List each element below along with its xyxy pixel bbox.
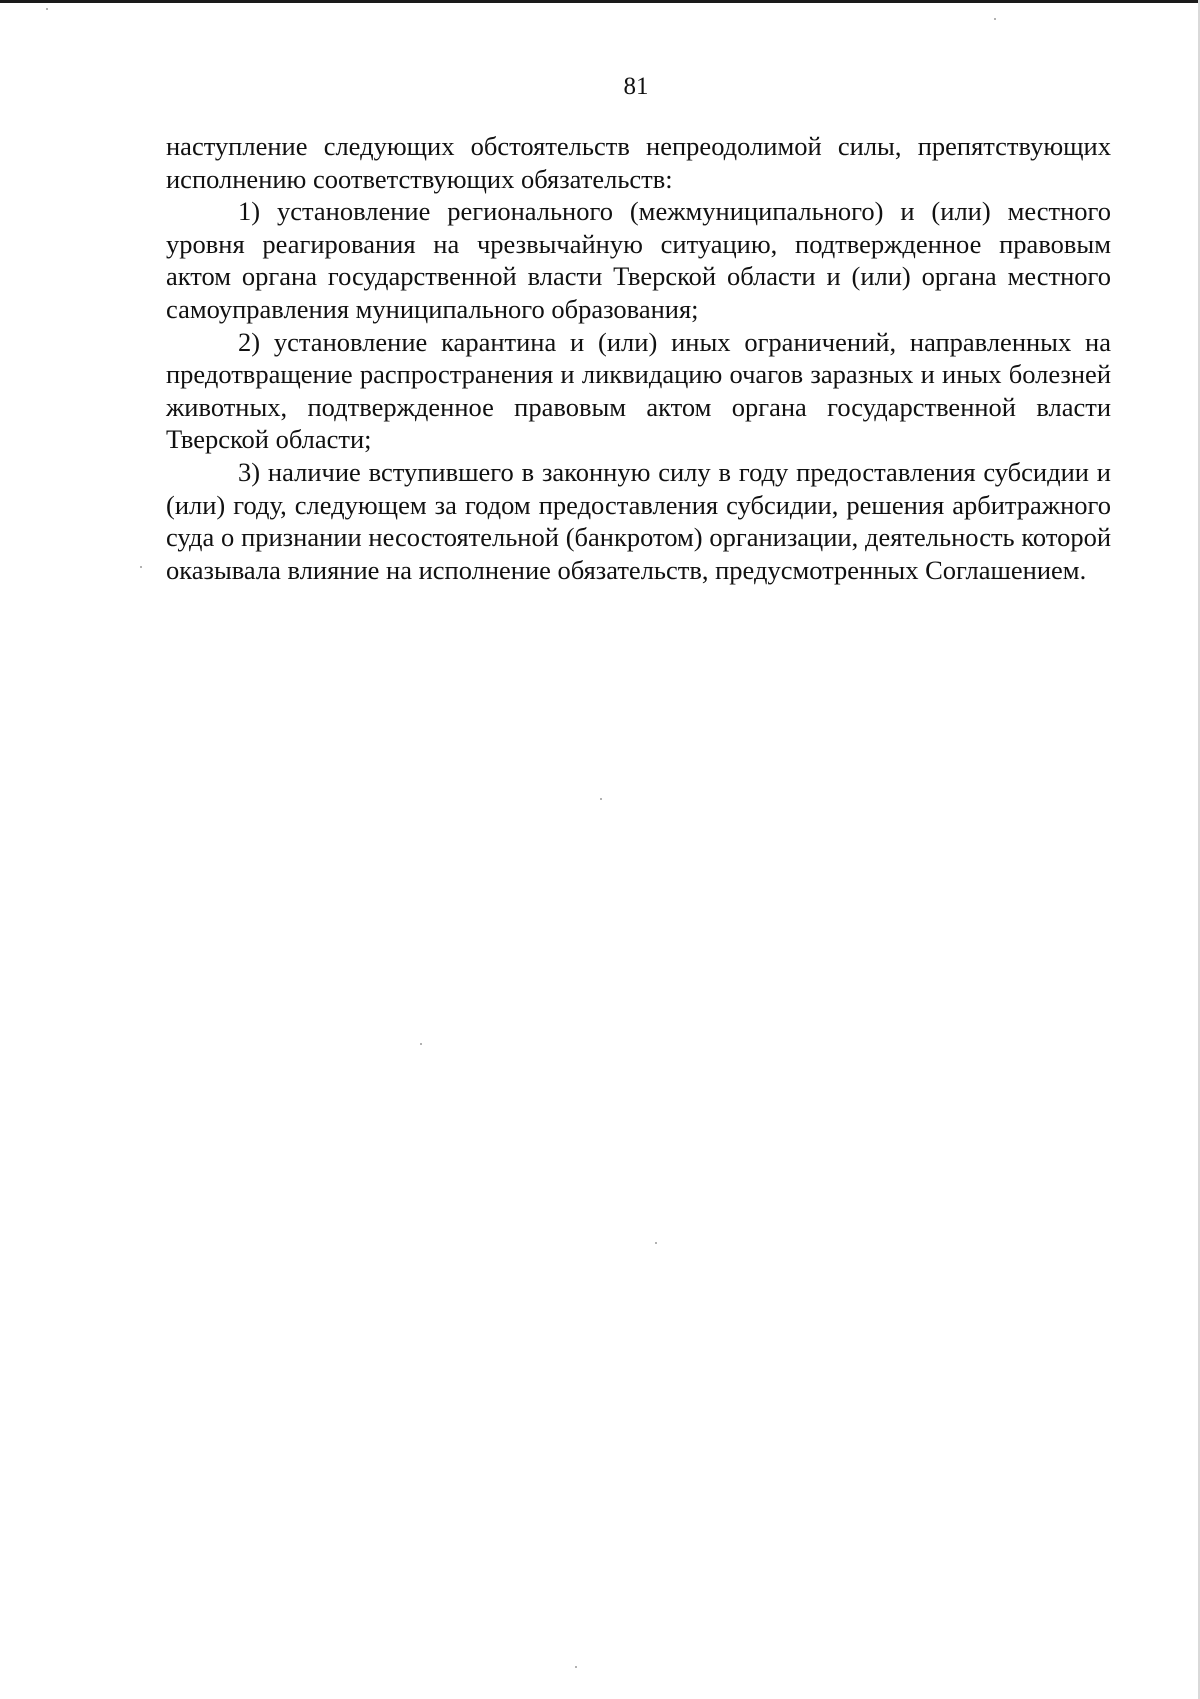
scan-speck — [140, 566, 142, 568]
page-number: 81 — [623, 73, 649, 100]
paragraph-item-3: 3) наличие вступившего в законную силу в году предоставления субсидии и (или) году, следующем за годом предоставления субсидии, решения арбитражного суда о признании несостоятельной (банкротом) организации, деятельность которой оказывала влияние на исполнение обязательств, предусмотренных Соглашением. — [166, 456, 1111, 585]
paragraph-item-2: 2) установление карантина и (или) иных ограничений, направленных на предотвращение распространения и ликвидацию очагов заразных и иных болезней животных, подтвержденное правовым актом органа государственной власти Тверской области; — [166, 326, 1111, 455]
paragraph-item-1: 1) установление регионального (межмуниципального) и (или) местного уровня реагирования на чрезвычайную ситуацию, подтвержденное правовым актом органа государственной власти Тверской области и (или) органа местного самоуправления муниципального образования; — [166, 196, 1111, 324]
scan-speck — [420, 1043, 422, 1045]
scan-speck — [575, 1666, 577, 1668]
scan-speck — [994, 18, 996, 20]
scan-speck — [655, 1242, 657, 1244]
paragraph-intro: наступление следующих обстоятельств непреодолимой силы, препятствующих исполнению соответствующих обязательств: — [166, 131, 1111, 194]
scan-top-edge — [0, 0, 1200, 3]
document-body — [166, 130, 1111, 586]
scan-speck — [46, 8, 48, 10]
scan-speck — [600, 798, 602, 800]
